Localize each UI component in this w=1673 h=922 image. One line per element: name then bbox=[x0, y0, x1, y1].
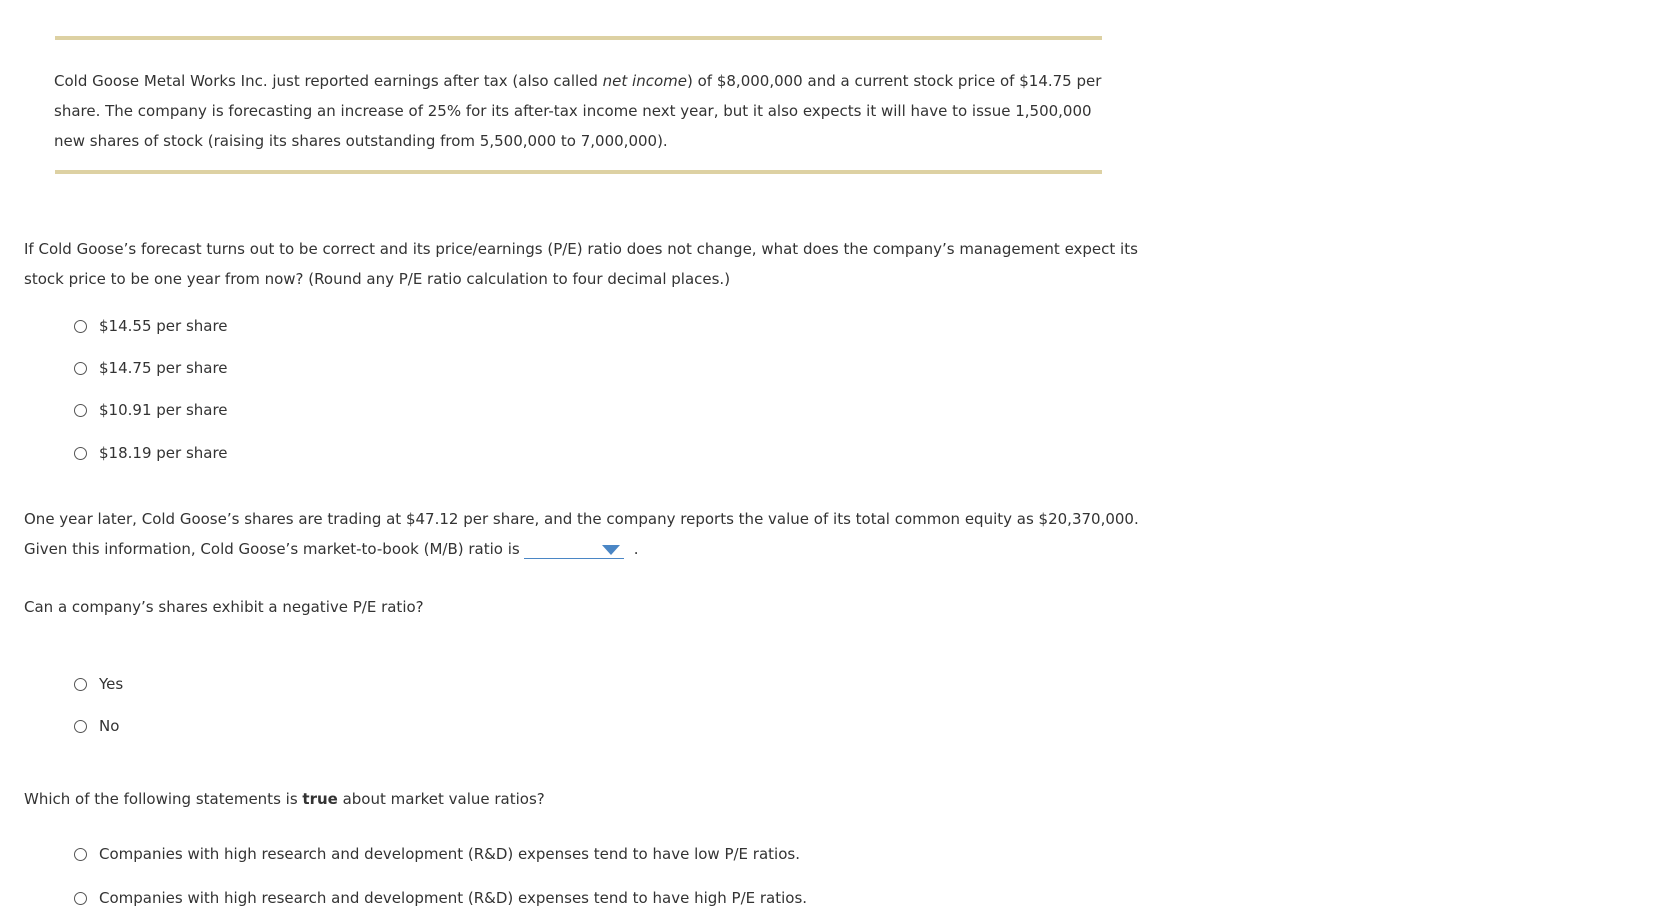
radio-icon[interactable] bbox=[74, 720, 87, 733]
radio-icon[interactable] bbox=[74, 320, 87, 333]
radio-icon[interactable] bbox=[74, 848, 87, 861]
mb-ratio-dropdown[interactable] bbox=[524, 540, 624, 559]
q1-option-2-label: $14.75 per share bbox=[99, 359, 228, 377]
question-2-text: One year later, Cold Goose’s shares are trading at $47.12 per share, and the company reports the value of its total common equity as $20,370,000. Given this information, Cold Goose’s market-to-book (M/B) ratio is bbox=[24, 510, 1139, 558]
q4-option-2[interactable] bbox=[74, 886, 807, 910]
question-4 bbox=[24, 784, 1174, 814]
q3-option-yes-label: Yes bbox=[99, 675, 124, 693]
intro-text-1: Cold Goose Metal Works Inc. just reported earnings after tax (also called bbox=[54, 72, 603, 90]
q3-option-no-label: No bbox=[99, 717, 120, 735]
q4-option-2-label: Companies with high research and development (R&D) expenses tend to have high P/E ratios. bbox=[99, 889, 808, 907]
q4-option-1-label: Companies with high research and development (R&D) expenses tend to have low P/E ratios. bbox=[99, 845, 800, 863]
q3-option-no[interactable] bbox=[74, 714, 119, 738]
radio-icon[interactable] bbox=[74, 404, 87, 417]
q1-option-1-label: $14.55 per share bbox=[99, 317, 228, 335]
intro-text-2: ) of $8,000,000 and a current stock price of $14.75 per share. The company is forecasting an increase of 25% for its after-tax income next year, but it also expects it will have to issue 1,500,000 new shares of stock (raising its shares outstanding from 5,500,000 to 7,000,000). bbox=[54, 72, 1102, 150]
q3-option-yes[interactable] bbox=[74, 672, 123, 696]
q1-option-1[interactable] bbox=[74, 314, 228, 338]
question-4-text-before: Which of the following statements is bbox=[24, 790, 303, 808]
question-4-bold: true bbox=[302, 790, 338, 808]
radio-icon[interactable] bbox=[74, 678, 87, 691]
question-4-text-after: about market value ratios? bbox=[337, 790, 545, 808]
question-2-period: . bbox=[633, 540, 639, 558]
bottom-divider bbox=[55, 170, 1102, 174]
question-2 bbox=[24, 504, 1174, 564]
q1-option-3[interactable] bbox=[74, 398, 228, 422]
q1-option-3-label: $10.91 per share bbox=[99, 401, 228, 419]
radio-icon[interactable] bbox=[74, 447, 87, 460]
top-divider bbox=[55, 36, 1102, 40]
chevron-down-icon bbox=[602, 545, 620, 555]
radio-icon[interactable] bbox=[74, 362, 87, 375]
question-1-text: If Cold Goose’s forecast turns out to be correct and its price/earnings (P/E) ratio does not change, what does the company’s management expect its stock price to be one year from now? (Round any P/E ratio calculation to four decimal places.) bbox=[24, 240, 1138, 288]
radio-icon[interactable] bbox=[74, 892, 87, 905]
problem-intro bbox=[54, 66, 1104, 156]
q1-option-4-label: $18.19 per share bbox=[99, 444, 228, 462]
q1-option-2[interactable] bbox=[74, 356, 228, 380]
question-3-text: Can a company’s shares exhibit a negative P/E ratio? bbox=[24, 598, 424, 616]
q1-option-4[interactable] bbox=[74, 441, 228, 465]
intro-italic: net income bbox=[602, 72, 687, 90]
q4-option-1[interactable] bbox=[74, 842, 800, 866]
